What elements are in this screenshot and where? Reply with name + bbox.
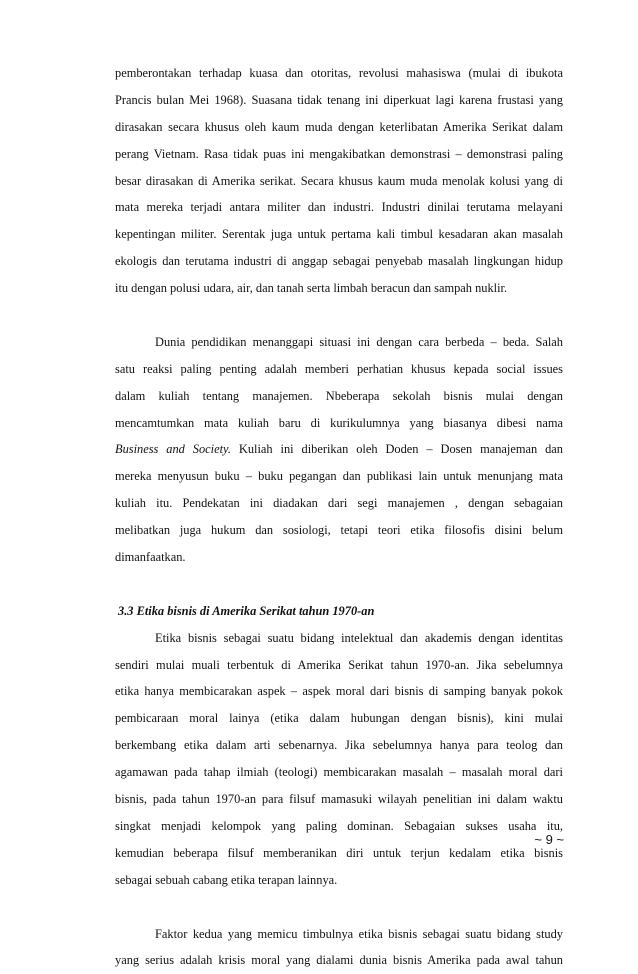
text-line: dirasakan secara khusus oleh kaum muda dengan keterlibatan Amerika Serikat dalam <box>115 114 563 141</box>
text-line: Etika bisnis sebagai suatu bidang intelektual dan akademis dengan identitas <box>115 625 563 652</box>
text-line: kepentingan militer. Serentak juga untuk pertama kali timbul kesadaran akan masalah <box>115 221 563 248</box>
paragraph-gap <box>115 571 563 598</box>
text-line: Dunia pendidikan menanggapi situasi ini dengan cara berbeda – beda. Salah <box>115 329 563 356</box>
text-line: itu dengan polusi udara, air, dan tanah serta limbah beracun dan sampah nuklir. <box>115 275 563 302</box>
text-line <box>115 436 563 463</box>
text-line: perang Vietnam. Rasa tidak puas ini mengakibatkan demonstrasi – demonstrasi paling <box>115 141 563 168</box>
page-number: ~ 9 ~ <box>470 832 564 847</box>
paragraph-gap <box>115 894 563 921</box>
paragraph-2 <box>115 329 563 571</box>
paragraph-1 <box>115 60 563 302</box>
text-line: kemudian beberapa filsuf memberanikan diri untuk terjun kedalam etika bisnis <box>115 840 563 867</box>
paragraph-3 <box>115 625 563 894</box>
text-line: ekologis dan terutama industri di anggap sebagai penyebab masalah lingkungan hidup <box>115 248 563 275</box>
text-line: Faktor kedua yang memicu timbulnya etika bisnis sebagai suatu bidang study <box>115 921 563 948</box>
text-line: pembicaraan moral lainya (etika dalam hubungan dengan bisnis), kini mulai <box>115 705 563 732</box>
text-line: kuliah itu. Pendekatan ini diadakan dari segi manajemen , dengan sebagaian <box>115 490 563 517</box>
text-line: dimanfaatkan. <box>115 544 563 571</box>
text-line: singkat menjadi kelompok yang paling dominan. Sebagaian sukses usaha itu, <box>115 813 563 840</box>
text-span: Kuliah ini diberikan oleh Doden – Dosen manajeman dan <box>231 442 563 456</box>
text-line: yang serius adalah krisis moral yang dialami dunia bisnis Amerika pada awal tahun <box>115 947 563 974</box>
text-line: mereka menyusun buku – buku pegangan dan publikasi lain untuk menunjang mata <box>115 463 563 490</box>
text-line: pemberontakan terhadap kuasa dan otoritas, revolusi mahasiswa (mulai di ibukota <box>115 60 563 87</box>
text-line: etika hanya membicarakan aspek – aspek moral dari bisnis di samping banyak pokok <box>115 678 563 705</box>
text-line: bisnis, pada tahun 1970-an para filsuf mamasuki wilayah penelitian ini dalam waktu <box>115 786 563 813</box>
text-line: berkembang etika dalam arti sebenarnya. Jika sebelumnya hanya para teolog dan <box>115 732 563 759</box>
text-line: mata mereka terjadi antara militer dan industri. Industri dinilai terutama melayani <box>115 194 563 221</box>
paragraph-4 <box>115 921 563 974</box>
text-line: mencamtumkan mata kuliah baru di kurikulumnya yang biasanya dibesi nama <box>115 410 563 437</box>
section-heading: 3.3 Etika bisnis di Amerika Serikat tahun 1970-an <box>115 598 563 625</box>
text-line: besar dirasakan di Amerika serikat. Secara khusus kaum muda menolak kolusi yang di <box>115 168 563 195</box>
text-line: agamawan pada tahap ilmiah (teologi) membicarakan masalah – masalah moral dari <box>115 759 563 786</box>
text-line: satu reaksi paling penting adalah memberi perhatian khusus kepada social issues <box>115 356 563 383</box>
text-line: dalam kuliah tentang manajemen. Nbeberapa sekolah bisnis mulai dengan <box>115 383 563 410</box>
text-line: melibatkan juga hukum dan sosiologi, tetapi teori etika filosofis disini belum <box>115 517 563 544</box>
text-line: Prancis bulan Mei 1968). Suasana tidak tenang ini diperkuat lagi karena frustasi yang <box>115 87 563 114</box>
book-title: Business and Society. <box>115 442 231 456</box>
text-line: sendiri mulai muali terbentuk di Amerika Serikat tahun 1970-an. Jika sebelumnya <box>115 652 563 679</box>
paragraph-gap <box>115 302 563 329</box>
text-line: sebagai sebuah cabang etika terapan lainnya. <box>115 867 563 894</box>
